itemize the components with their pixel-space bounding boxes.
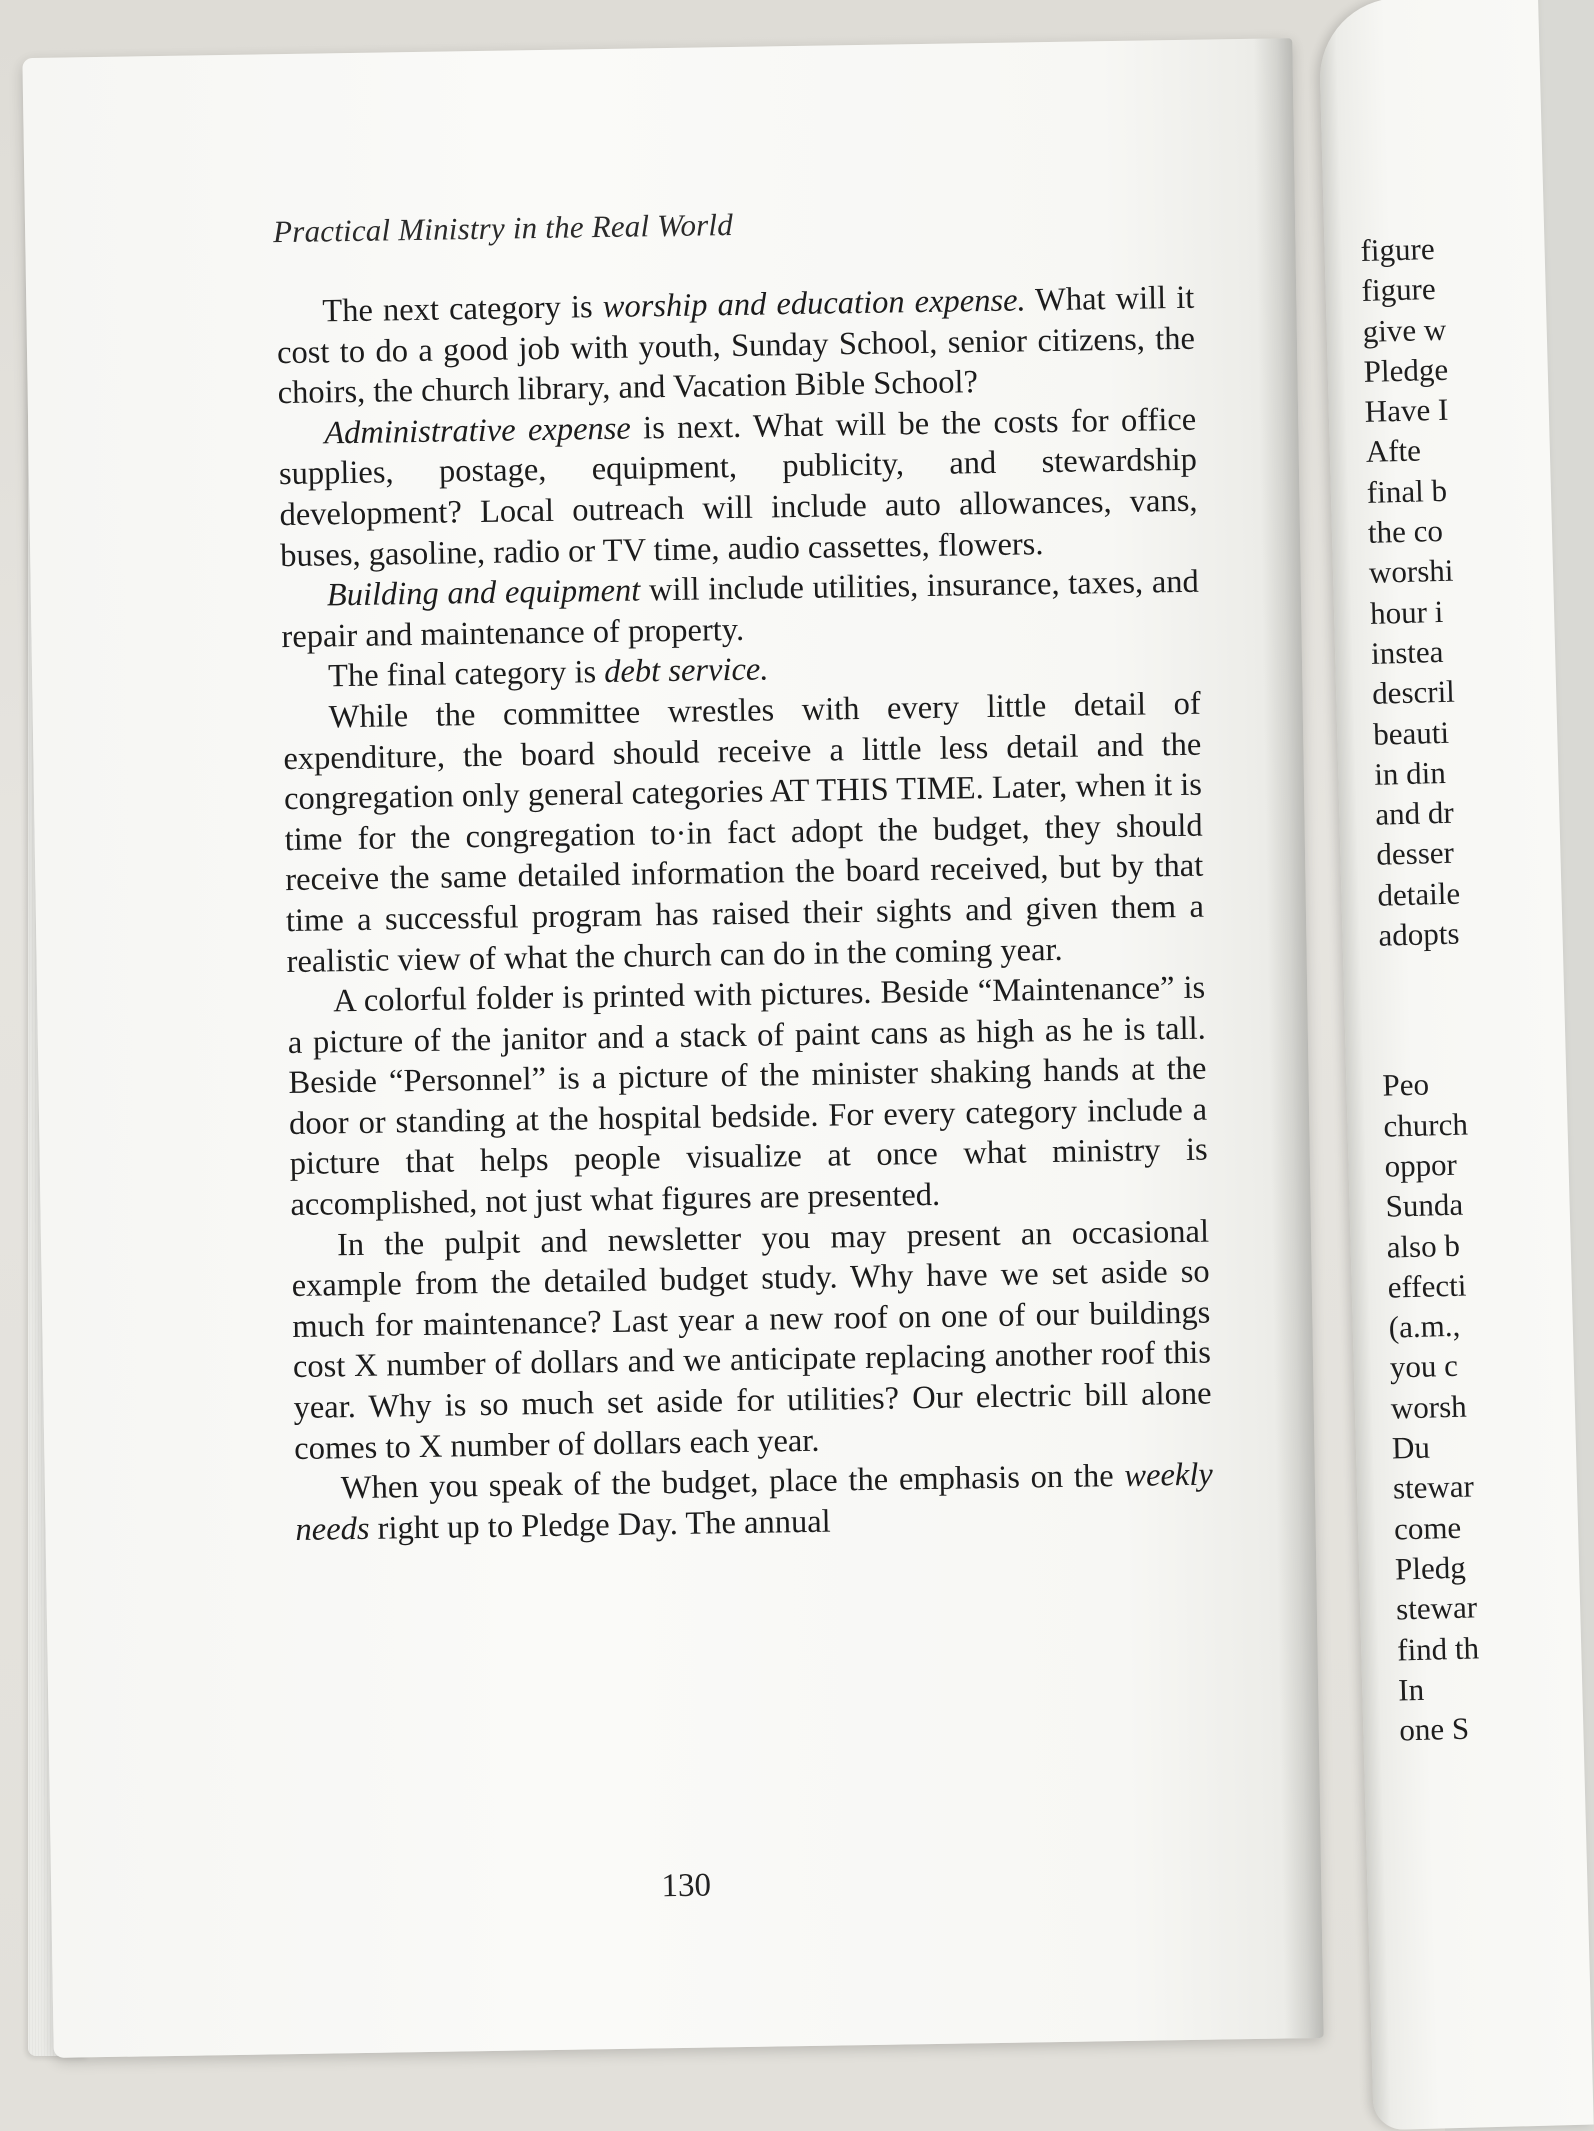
- right-page-line: effecti: [1387, 1267, 1467, 1305]
- right-page-line: you c: [1389, 1348, 1459, 1386]
- gutter-shadow: [1252, 38, 1323, 2038]
- italic-run: Building and equipment: [326, 572, 641, 614]
- page-number: 130: [661, 1867, 712, 1905]
- right-page-line: Peo: [1381, 1066, 1430, 1104]
- italic-run: worship and education expense.: [602, 282, 1026, 326]
- paragraph: [281, 562, 1200, 658]
- right-page-line: hour i: [1369, 593, 1444, 631]
- right-page-line: worsh: [1390, 1388, 1468, 1426]
- right-page-line: Pledg: [1394, 1549, 1467, 1587]
- italic-run: Administrative expense: [324, 410, 632, 452]
- right-page-line: oppor: [1384, 1146, 1458, 1184]
- right-page-line: (a.m.,: [1388, 1307, 1461, 1345]
- paragraph: [276, 278, 1196, 414]
- text-run: is next. What will be the costs for office supplies, postage, equipment, publicity, and stewardship development? Local outreach will include auto allowances, vans, buses, gasoline, radio or TV time, audio cassettes, flowers.: [278, 401, 1198, 574]
- right-page-line: Have I: [1364, 391, 1449, 430]
- block-gap: [1379, 954, 1466, 1066]
- paragraph: [295, 1455, 1214, 1551]
- text-run: When you speak of the budget, place the emphasis on the: [340, 1458, 1125, 1507]
- italic-run: debt service.: [603, 651, 769, 691]
- right-book-page: [1318, 0, 1594, 2130]
- text-run: A colorful folder is printed with pictures. Beside “Maintenance” is a picture of the janitor and a stack of paint cans as high as he is tall. Beside “Personnel” is a picture of the minister shaking hands at the door or standing at the hospital bedside. For every category include a picture that helps people visualize at once what ministry is accomplished, not just what figures are presented.: [287, 969, 1208, 1224]
- right-page-line: worshi: [1368, 553, 1454, 591]
- text-run: The next category is: [322, 289, 604, 330]
- right-page-line: In: [1397, 1671, 1425, 1708]
- italic-run: weekly needs: [295, 1456, 1214, 1548]
- running-head: Practical Ministry in the Real World: [272, 206, 734, 250]
- right-page-line: Pledge: [1363, 351, 1449, 389]
- paragraph: [278, 399, 1198, 576]
- right-page-line: Sunda: [1385, 1186, 1464, 1224]
- text-run: The final category is: [327, 654, 605, 695]
- right-page-line: figure: [1360, 231, 1436, 268]
- paragraph: [282, 684, 1204, 983]
- right-page-line: Afte: [1365, 432, 1422, 470]
- body-text: [276, 278, 1214, 1551]
- right-page-line: and dr: [1374, 794, 1455, 832]
- right-page-line: detaile: [1376, 875, 1461, 913]
- text-run: right up to Pledge Day. The annual: [369, 1503, 831, 1547]
- text-run: While the committee wrestles with every little detail of expenditure, the board should receive a little less detail and the congregation only general categories AT THIS TIME. Later, when it is time for the congregation to·in fact adopt the budget, they should receive the same detailed information the board received, but by that time a successful program has raised their sights and given them a realistic view of what the church can do in the coming year.: [283, 685, 1205, 980]
- right-page-line: beauti: [1372, 714, 1450, 752]
- right-page-text: [1360, 229, 1484, 1751]
- left-book-page: [22, 38, 1323, 2058]
- right-page-line: descril: [1371, 673, 1456, 712]
- right-page-line: in din: [1373, 754, 1447, 792]
- right-page-line: give w: [1362, 311, 1447, 349]
- right-page-line: come: [1393, 1509, 1462, 1547]
- right-page-line: figure: [1361, 271, 1437, 309]
- right-page-line: Du: [1391, 1429, 1431, 1466]
- text-run: In the pulpit and newsletter you may present an occasional example from the detailed budget study. Why have we set aside so much for maintenance? Last year a new roof on one of our buildings cost X number of dollars and we anticipate replacing another roof this year. Why is so much set aside for utilities? Our electric bill alone comes to X number of dollars each year.: [291, 1213, 1212, 1467]
- right-page-line: the co: [1367, 512, 1444, 550]
- right-page-line: adopts: [1378, 915, 1460, 953]
- right-page-line: one S: [1398, 1710, 1470, 1748]
- text-run: will include utilities, insurance, taxes, and repair and maintenance of property.: [281, 563, 1200, 655]
- right-page-line: also b: [1386, 1227, 1461, 1265]
- paragraph: [287, 968, 1209, 1226]
- right-page-line: desser: [1375, 835, 1455, 873]
- right-page-line: stewar: [1392, 1468, 1475, 1506]
- text-run: What will it cost to do a good job with youth, Sunday School, senior citizens, the choirs, the church library, and Vacation Bible School?: [276, 279, 1196, 412]
- right-page-line: stewar: [1395, 1589, 1478, 1627]
- right-page-line: church: [1383, 1106, 1469, 1144]
- right-page-line: find th: [1396, 1629, 1480, 1667]
- right-page-line: instea: [1370, 633, 1444, 671]
- right-page-line: final b: [1366, 472, 1448, 510]
- paragraph: [291, 1211, 1213, 1469]
